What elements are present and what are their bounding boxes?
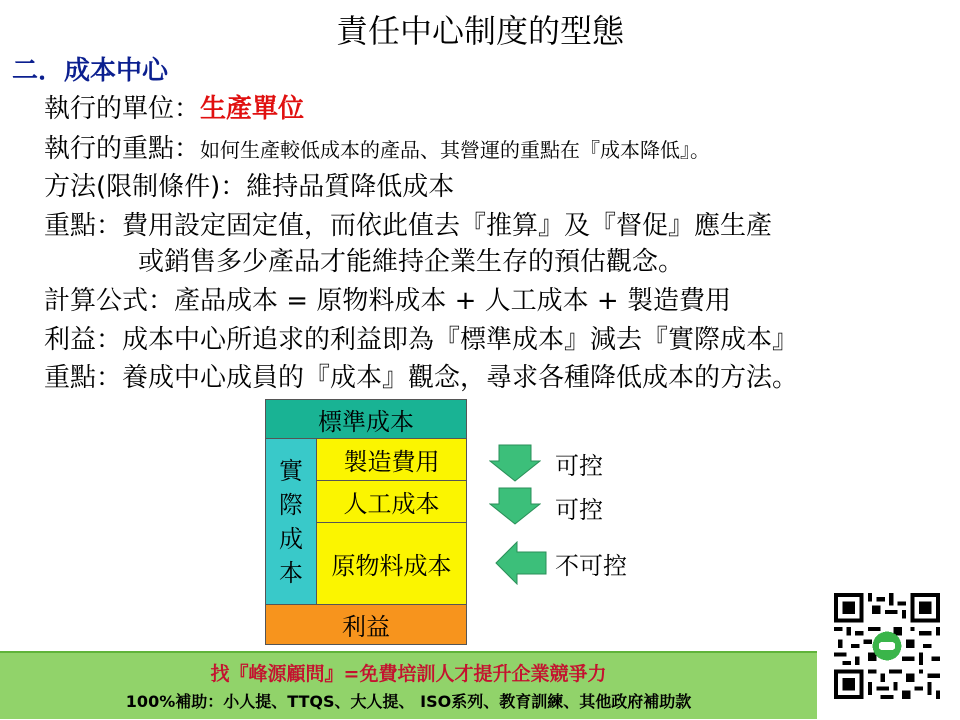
material-cost-box [316, 522, 467, 605]
formula-row: 計算公式：產品成本 = 原物料成本 + 人工成本 + 製造費用 [44, 286, 731, 316]
key-point-2: 重點：養成中心成員的『成本』觀念，尋求各種降低成本的方法。 [44, 363, 799, 393]
left-arrow-icon [495, 541, 547, 585]
uncontrollable-label: 不可控 [555, 552, 627, 580]
footer-slogan: 找『峰源顧問』=免費培訓人才提升企業競爭力 [210, 663, 607, 685]
unit-label: 執行的單位： [44, 94, 201, 124]
focus-value: 如何生產較低成本的產品、其營運的重點在『成本降低』。 [200, 138, 711, 162]
footer-banner [0, 651, 817, 719]
controllable-label: 可控 [555, 496, 603, 524]
footer-subsidy-list: 100%補助：小人提、TTQS、大人提、 ISO系列、教育訓練、其他政府補助款 [125, 692, 692, 711]
controllable-label: 可控 [555, 452, 603, 480]
actual-cost-char: 實 [279, 456, 303, 485]
focus-label: 執行的重點： [44, 134, 201, 164]
profit-box [265, 604, 467, 645]
actual-cost-box [265, 438, 317, 605]
actual-cost-char: 成 [279, 524, 303, 553]
actual-cost-char: 本 [279, 558, 303, 587]
profit-row: 利益：成本中心所追求的利益即為『標準成本』減去『實際成本』 [44, 325, 799, 355]
standard-cost-box [265, 399, 467, 439]
down-arrow-icon [489, 444, 541, 482]
method-row: 方法(限制條件)：維持品質降低成本 [44, 172, 455, 202]
labor-cost-box [316, 480, 467, 523]
section-heading: 二．成本中心 [12, 56, 169, 86]
unit-value: 生產單位 [200, 94, 305, 124]
down-arrow-icon [489, 487, 541, 525]
standard-cost-label: 標準成本 [318, 407, 414, 436]
key-point-1b: 或銷售多少產品才能維持企業生存的預估觀念。 [138, 247, 685, 277]
unit-row [44, 88, 304, 125]
key-point-1a: 重點：費用設定固定值，而依此值去『推算』及『督促』應生產 [44, 211, 773, 241]
page-title: 責任中心制度的型態 [335, 12, 624, 50]
focus-row [44, 128, 710, 165]
manufacturing-expense-label: 製造費用 [343, 448, 440, 476]
manufacturing-expense-box [316, 438, 467, 481]
material-cost-label: 原物料成本 [331, 552, 452, 580]
line-qr-code[interactable] [832, 591, 942, 701]
labor-cost-label: 人工成本 [343, 490, 440, 518]
actual-cost-char: 際 [279, 490, 303, 519]
profit-label: 利益 [342, 613, 390, 641]
